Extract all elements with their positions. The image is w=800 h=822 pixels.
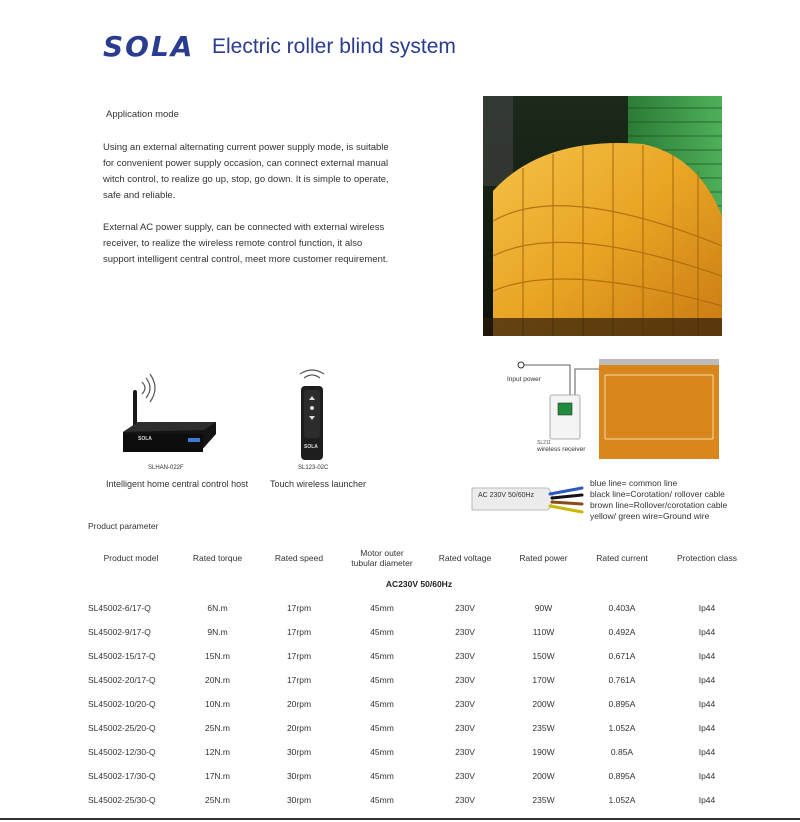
wire-note: black line=Corotation/ rollover cable xyxy=(590,489,725,499)
table-cell: 45mm xyxy=(370,723,394,733)
table-cell: 25N.m xyxy=(204,723,231,733)
brand-logo: SOLA xyxy=(103,30,195,63)
table-cell: 190W xyxy=(532,747,555,757)
table-cell: 235W xyxy=(532,723,555,733)
remote-logo: SOLA xyxy=(304,444,318,450)
header-rated-power: Rated power xyxy=(519,553,568,563)
remote-model-label: SL123-02C xyxy=(298,465,329,471)
header-product-model: Product model xyxy=(103,553,159,563)
application-paragraph-1: Using an external alternating current power supply mode, is suitable for convenient power supply occasion, can connect external manual witch control, to realize go up, stop, go down. It is simple to operate, safe and reliable. xyxy=(103,142,389,201)
header-rated-speed: Rated speed xyxy=(274,553,324,563)
table-row xyxy=(86,788,752,812)
wire-note: brown line=Rollover/corotation cable xyxy=(590,500,728,510)
table-cell: 1.052A xyxy=(608,795,636,805)
table-cell: 30rpm xyxy=(286,795,312,805)
footer-divider xyxy=(0,818,800,820)
table-cell: 45mm xyxy=(370,627,394,637)
group-row xyxy=(86,572,752,596)
remote-caption: Touch wireless launcher xyxy=(270,479,367,489)
header-motor-diameter: Motor outer tubular diameter xyxy=(351,548,413,568)
table-cell: Ip44 xyxy=(698,699,716,709)
table-cell: 0.895A xyxy=(608,771,636,781)
table-cell: 230V xyxy=(455,795,475,805)
page-title: Electric roller blind system xyxy=(212,35,456,58)
table-row xyxy=(86,764,752,788)
table-cell: Ip44 xyxy=(698,723,716,733)
table-cell: 17rpm xyxy=(286,603,312,613)
product-parameter-label: Product parameter xyxy=(88,521,159,531)
table-cell: 230V xyxy=(455,747,475,757)
table-cell: Ip44 xyxy=(698,675,716,685)
application-paragraph-2: External AC power supply, can be connected with external wireless receiver, to realize the wireless remote control function, it also support intelligent central control, meet more customer requirement. xyxy=(103,222,389,265)
table-cell: Ip44 xyxy=(698,627,716,637)
table-cell: 1.052A xyxy=(608,723,636,733)
table-cell: 45mm xyxy=(370,795,394,805)
table-cell: 230V xyxy=(455,603,475,613)
table-cell: 230V xyxy=(455,627,475,637)
table-cell: 0.895A xyxy=(608,699,636,709)
wire-note: yellow/ green wire=Ground wire xyxy=(590,511,710,521)
table-cell: SL45002-6/17-Q xyxy=(88,603,151,613)
product-parameter-table xyxy=(86,544,752,812)
building-photo xyxy=(483,96,722,336)
table-cell: SL45002-20/17-Q xyxy=(88,675,156,685)
table-cell: 20rpm xyxy=(286,699,312,709)
table-cell: 45mm xyxy=(370,771,394,781)
table-cell: 17rpm xyxy=(286,627,312,637)
table-cell: SL45002-25/20-Q xyxy=(88,723,156,733)
roller-blind xyxy=(599,361,719,459)
table-cell: 30rpm xyxy=(286,771,312,781)
table-cell: SL45002-17/30-Q xyxy=(88,771,156,781)
cable-label: AC 230V 50/60Hz xyxy=(478,492,535,499)
table-header-row xyxy=(86,544,752,572)
table-cell: 20N.m xyxy=(204,675,231,685)
table-cell: 230V xyxy=(455,699,475,709)
table-cell: 45mm xyxy=(370,747,394,757)
table-cell: 12N.m xyxy=(204,747,231,757)
table-cell: 25N.m xyxy=(204,795,231,805)
table-cell: Ip44 xyxy=(698,747,716,757)
table-cell: 235W xyxy=(532,795,555,805)
table-cell: SL45002-12/30-Q xyxy=(88,747,156,757)
table-cell: 17N.m xyxy=(204,771,231,781)
table-cell: 45mm xyxy=(370,699,394,709)
table-cell: Ip44 xyxy=(698,771,716,781)
table-cell: 0.492A xyxy=(608,627,636,637)
table-cell: 30rpm xyxy=(286,747,312,757)
table-row xyxy=(86,644,752,668)
table-cell: 0.85A xyxy=(610,747,634,757)
table-cell: 0.403A xyxy=(608,603,636,613)
table-cell: 45mm xyxy=(370,651,394,661)
table-cell: 230V xyxy=(455,675,475,685)
table-cell: SL45002-25/30-Q xyxy=(88,795,156,805)
wire-color-legend xyxy=(590,478,727,522)
table-cell: 0.761A xyxy=(608,675,636,685)
table-cell: 10N.m xyxy=(204,699,231,709)
header-rated-current: Rated current xyxy=(596,553,648,563)
table-cell: 17rpm xyxy=(286,675,312,685)
table-cell: 200W xyxy=(532,699,555,709)
receiver-model-label: SL211 xyxy=(537,440,552,446)
host-caption: Intelligent home central control host xyxy=(106,479,249,489)
table-row xyxy=(86,740,752,764)
host-logo: SOLA xyxy=(138,436,152,442)
table-row xyxy=(86,716,752,740)
table-cell: Ip44 xyxy=(698,795,716,805)
table-cell: 230V xyxy=(455,651,475,661)
header-protection-class: Protection class xyxy=(677,553,737,563)
table-cell: SL45002-9/17-Q xyxy=(88,627,151,637)
table-cell: SL45002-10/20-Q xyxy=(88,699,156,709)
table-cell: 45mm xyxy=(370,675,394,685)
group-label: AC230V 50/60Hz xyxy=(385,579,453,589)
table-cell: 170W xyxy=(532,675,555,685)
header-rated-torque: Rated torque xyxy=(192,553,243,563)
central-control-host xyxy=(118,372,218,464)
table-row xyxy=(86,692,752,716)
wireless-remote xyxy=(292,366,332,462)
input-power-label: Input power xyxy=(507,376,541,383)
application-heading: Application mode xyxy=(106,109,179,120)
host-model-label: SLHAN-022F xyxy=(148,465,184,471)
signal-waves-icon xyxy=(142,374,155,402)
table-row xyxy=(86,668,752,692)
signal-waves-icon xyxy=(300,370,324,378)
table-cell: 9N.m xyxy=(207,627,228,637)
table-cell: 230V xyxy=(455,771,475,781)
table-cell: SL45002-15/17-Q xyxy=(88,651,156,661)
table-cell: 110W xyxy=(532,627,555,637)
receiver-label: wireless receiver xyxy=(537,446,586,453)
table-cell: 45mm xyxy=(370,603,394,613)
table-cell: 150W xyxy=(532,651,555,661)
table-row xyxy=(86,596,752,620)
table-cell: 15N.m xyxy=(204,651,231,661)
table-cell: 17rpm xyxy=(286,651,312,661)
table-cell: Ip44 xyxy=(698,603,716,613)
header-rated-voltage: Rated voltage xyxy=(438,553,492,563)
table-cell: 200W xyxy=(532,771,555,781)
table-cell: 20rpm xyxy=(286,723,312,733)
power-cable xyxy=(470,480,588,518)
table-cell: 0.671A xyxy=(608,651,636,661)
table-cell: 6N.m xyxy=(207,603,228,613)
wire-note: blue line= common line xyxy=(590,478,678,488)
table-cell: 90W xyxy=(534,603,553,613)
table-cell: Ip44 xyxy=(698,651,716,661)
table-row xyxy=(86,620,752,644)
table-cell: 230V xyxy=(455,723,475,733)
